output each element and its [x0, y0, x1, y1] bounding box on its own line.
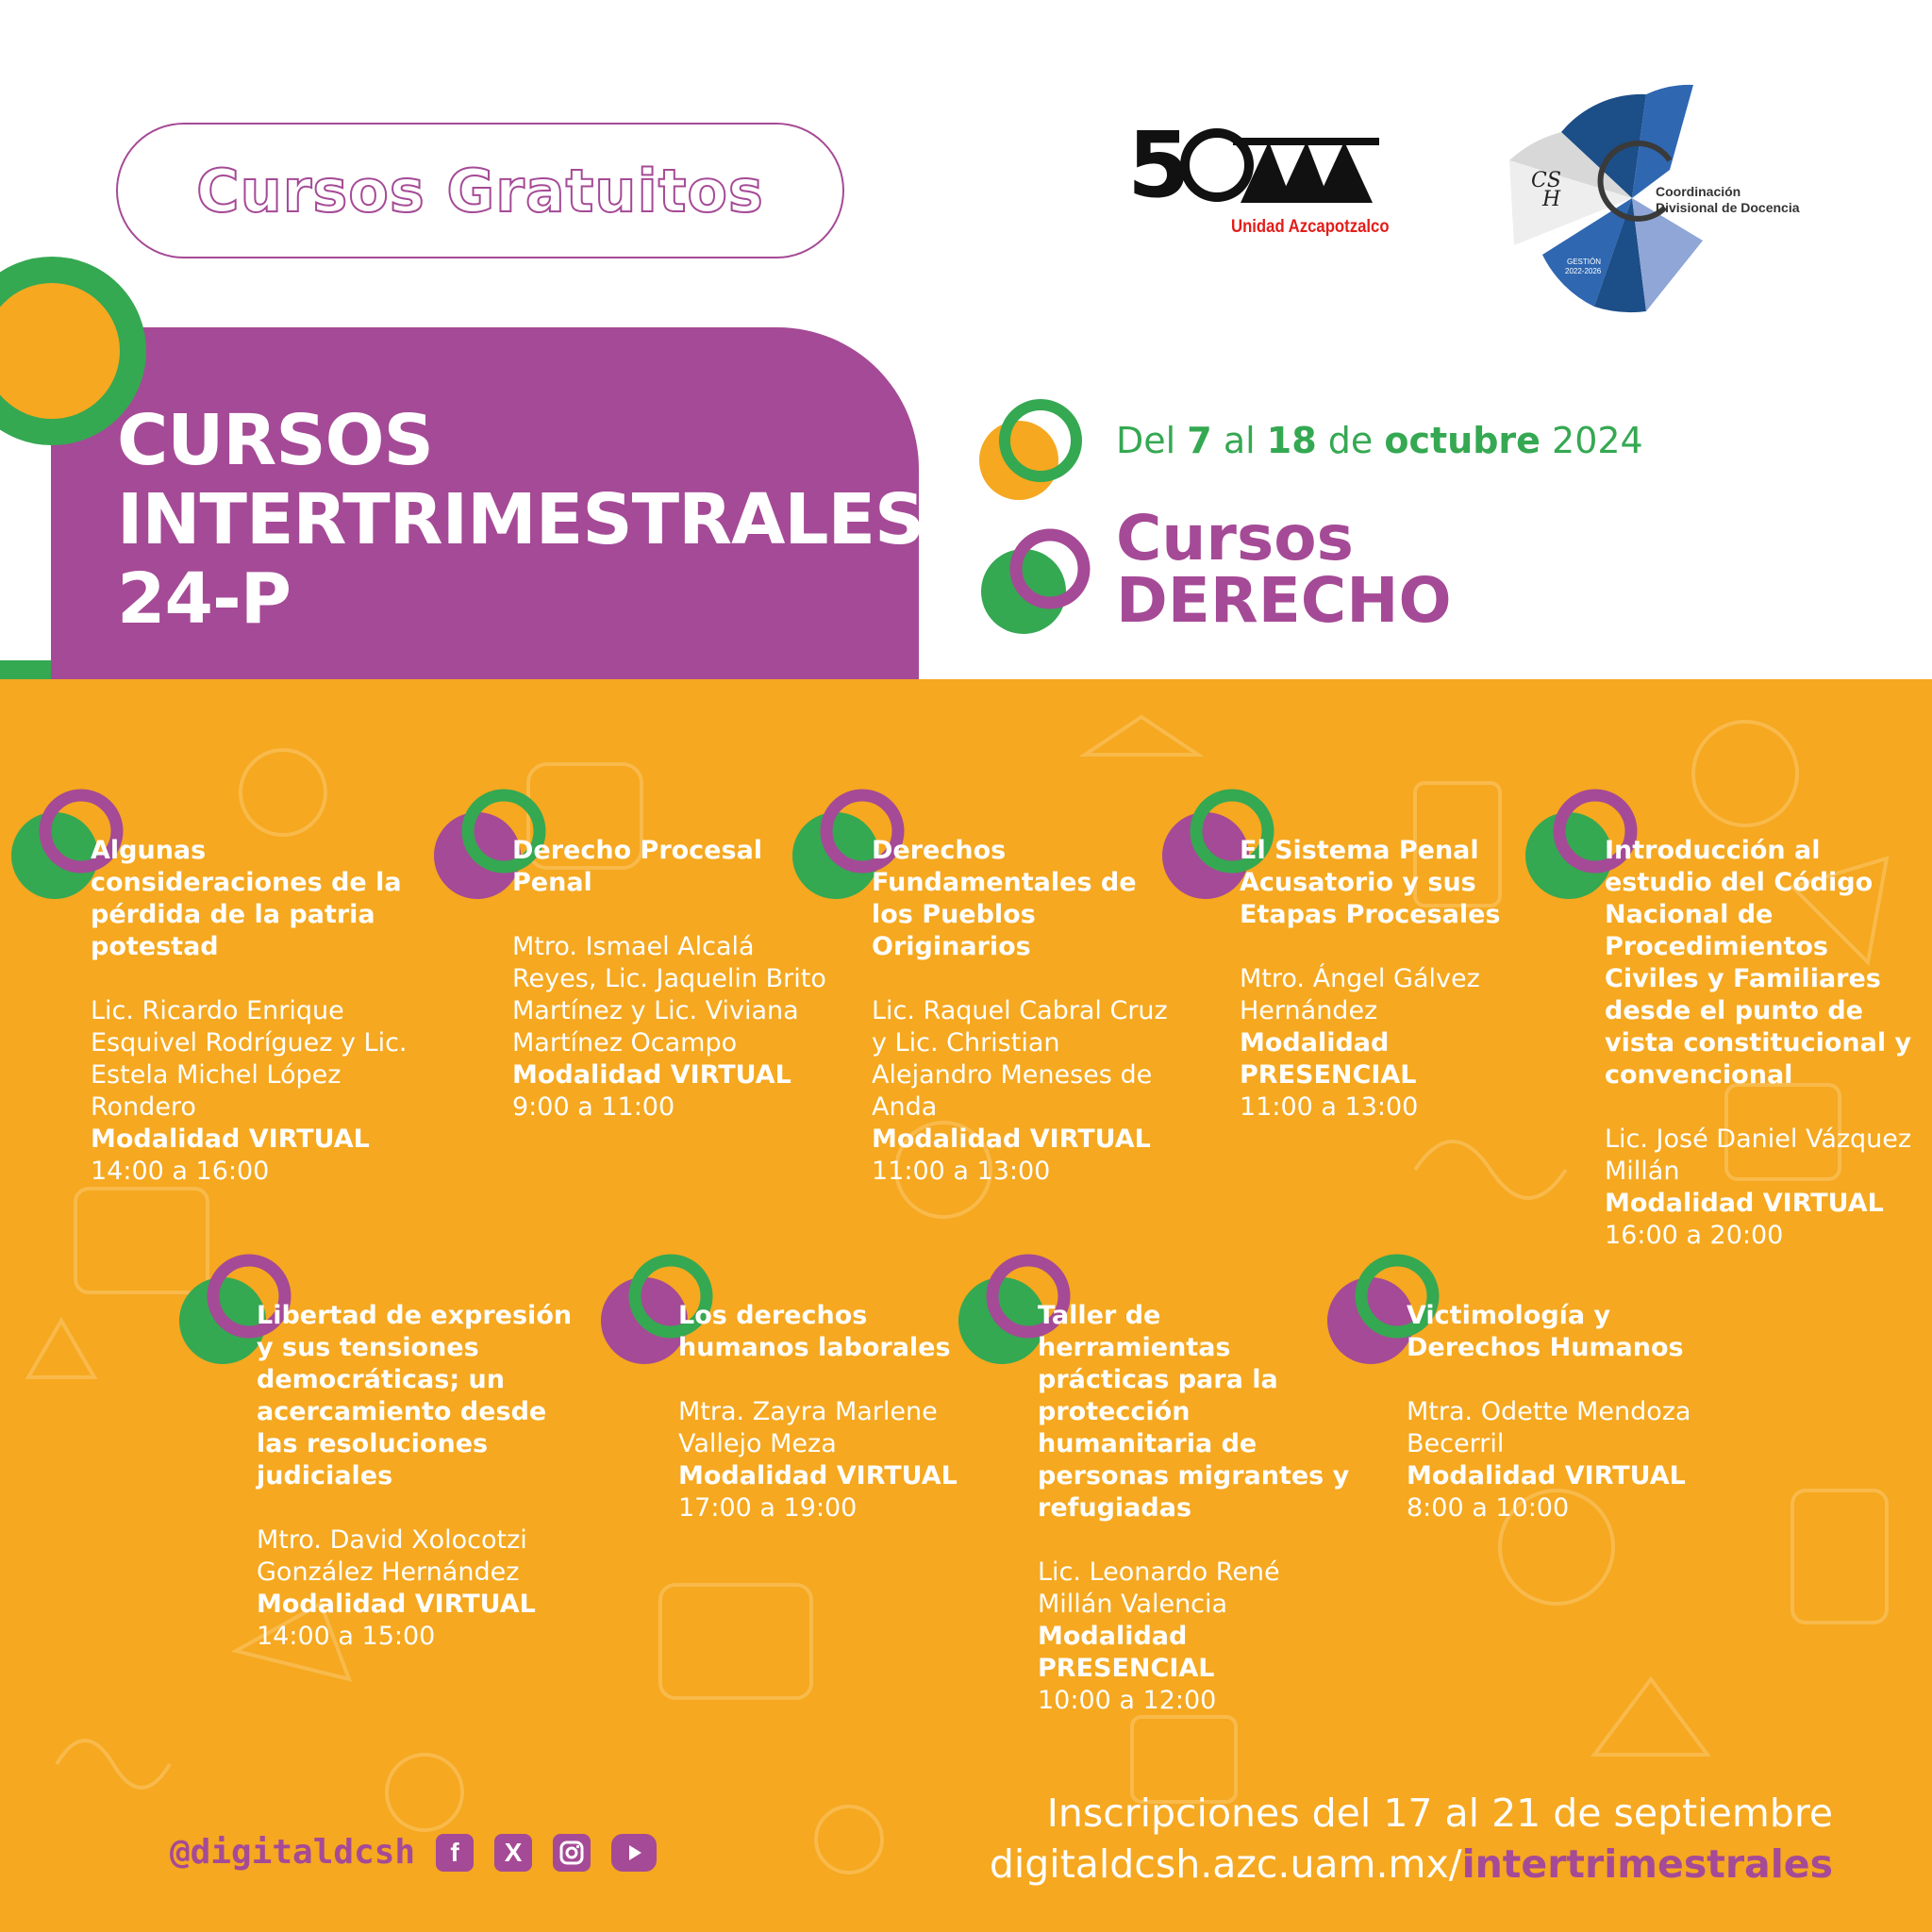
svg-text:2022-2026: 2022-2026	[1565, 267, 1602, 275]
registration-info	[990, 1788, 1833, 1890]
course-modality: Modalidad VIRTUAL	[678, 1461, 958, 1491]
date-start-day: 7	[1187, 420, 1212, 461]
course-card	[678, 1300, 999, 1524]
uam-50-logo	[1127, 113, 1391, 245]
course-modality: Modalidad PRESENCIAL	[1038, 1622, 1215, 1683]
date-year: 2024	[1552, 420, 1643, 461]
url-base: digitaldcsh.azc.uam.mx/	[989, 1841, 1462, 1887]
course-time: 14:00 a 16:00	[91, 1157, 270, 1186]
instagram-icon[interactable]	[553, 1834, 591, 1872]
coord-line-1: Coordinación	[1656, 184, 1741, 199]
date-month: octubre	[1384, 420, 1541, 461]
date-al: al	[1223, 420, 1256, 461]
course-modality: Modalidad PRESENCIAL	[1240, 1028, 1417, 1090]
course-card	[1407, 1300, 1727, 1524]
course-instructor: Lic. José Daniel Vázquez Millán	[1605, 1124, 1912, 1186]
course-instructor: Lic. Raquel Cabral Cruz y Lic. Christian Alejandro Meneses de Anda	[872, 996, 1168, 1122]
course-time: 16:00 a 20:00	[1605, 1221, 1784, 1250]
course-instructor: Lic. Leonardo René Millán Valencia	[1038, 1557, 1280, 1619]
course-modality: Modalidad VIRTUAL	[1407, 1461, 1686, 1491]
date-del: Del	[1116, 420, 1176, 461]
svg-text:CS: CS	[1531, 169, 1561, 192]
subtitle-line-1: Cursos	[1116, 502, 1354, 575]
course-title: Los derechos humanos laborales	[678, 1301, 951, 1362]
course-modality: Modalidad VIRTUAL	[257, 1590, 536, 1619]
coordinacion-label	[1656, 184, 1800, 216]
course-title: Derechos Fundamentales de los Pueblos Originarios	[872, 836, 1137, 961]
date-range	[1116, 420, 1643, 461]
course-card	[872, 835, 1183, 1188]
course-title: Victimología y Derechos Humanos	[1407, 1301, 1684, 1362]
svg-text:H: H	[1542, 188, 1561, 211]
course-card	[91, 835, 411, 1188]
date-de: de	[1327, 420, 1374, 461]
course-card	[1605, 835, 1925, 1252]
course-card	[1240, 835, 1541, 1124]
free-courses-label: Cursos Gratuitos	[196, 156, 764, 225]
x-icon[interactable]: X	[494, 1834, 532, 1872]
title-line-1: CURSOS	[117, 400, 433, 481]
course-card	[257, 1300, 591, 1653]
course-modality: Modalidad VIRTUAL	[872, 1124, 1151, 1154]
course-time: 14:00 a 15:00	[257, 1622, 436, 1651]
coord-line-2: Divisional de Docencia	[1656, 200, 1800, 215]
course-title: Libertad de expresión y sus tensiones democráticas; un acercamiento desde las resoluciones judiciales	[257, 1301, 573, 1491]
course-instructor: Mtra. Zayra Marlene Vallejo Meza	[678, 1397, 938, 1458]
course-time: 9:00 a 11:00	[512, 1092, 675, 1122]
title-line-3: 24-P	[117, 558, 291, 640]
course-title: Algunas consideraciones de la pérdida de la patria potestad	[91, 836, 402, 961]
main-title	[117, 401, 924, 639]
course-instructor: Mtro. Ismael Alcalá Reyes, Lic. Jaquelin Brito Martínez y Lic. Viviana Martínez Ocampo	[512, 932, 826, 1058]
course-card	[1038, 1300, 1358, 1717]
social-handle[interactable]: @digitaldcsh	[170, 1833, 416, 1872]
svg-text:GESTIÓN: GESTIÓN	[1567, 258, 1602, 266]
course-time: 17:00 a 19:00	[678, 1493, 858, 1523]
registration-dates: Inscripciones del 17 al 21 de septiembre	[1046, 1790, 1833, 1836]
uam-50-mark-icon	[1127, 113, 1391, 217]
svg-text:5: 5	[1127, 113, 1191, 217]
area-subtitle	[1116, 502, 1452, 637]
subtitle-line-2: DERECHO	[1116, 564, 1452, 637]
course-time: 11:00 a 13:00	[872, 1157, 1051, 1186]
social-links	[170, 1833, 657, 1872]
course-time: 11:00 a 13:00	[1240, 1092, 1419, 1122]
course-instructor: Mtro. Ángel Gálvez Hernández	[1240, 964, 1480, 1025]
course-title: Introducción al estudio del Código Nacional de Procedimientos Civiles y Familiares desde el punto de vista constitucional y convencional	[1605, 836, 1912, 1090]
registration-url[interactable]	[990, 1839, 1833, 1890]
course-time: 8:00 a 10:00	[1407, 1493, 1570, 1523]
youtube-icon[interactable]	[611, 1834, 657, 1872]
date-end-day: 18	[1266, 420, 1317, 461]
course-instructor: Mtro. David Xolocotzi González Hernández	[257, 1525, 527, 1587]
csh-logo	[1505, 75, 1816, 321]
title-line-2: INTERTRIMESTRALES	[117, 479, 924, 560]
course-title: Taller de herramientas prácticas para la protección humanitaria de personas migrantes y refugiadas	[1038, 1301, 1350, 1523]
course-instructor: Mtra. Odette Mendoza Becerril	[1407, 1397, 1691, 1458]
course-instructor: Lic. Ricardo Enrique Esquivel Rodríguez y Lic. Estela Michel López Rondero	[91, 996, 408, 1122]
course-card	[512, 835, 833, 1124]
facebook-icon[interactable]: f	[436, 1834, 474, 1872]
course-modality: Modalidad VIRTUAL	[512, 1060, 791, 1090]
course-time: 10:00 a 12:00	[1038, 1686, 1217, 1715]
date-circles-icon	[976, 396, 1090, 505]
course-modality: Modalidad VIRTUAL	[1605, 1189, 1884, 1218]
course-title: El Sistema Penal Acusatorio y sus Etapas Procesales	[1240, 836, 1501, 929]
unidad-label: Unidad Azcapotzalco	[1231, 217, 1390, 237]
course-title: Derecho Procesal Penal	[512, 836, 763, 897]
url-path: intertrimestrales	[1461, 1841, 1833, 1887]
subtitle-circles-icon	[976, 524, 1099, 637]
free-courses-badge	[116, 123, 844, 258]
course-modality: Modalidad VIRTUAL	[91, 1124, 370, 1154]
